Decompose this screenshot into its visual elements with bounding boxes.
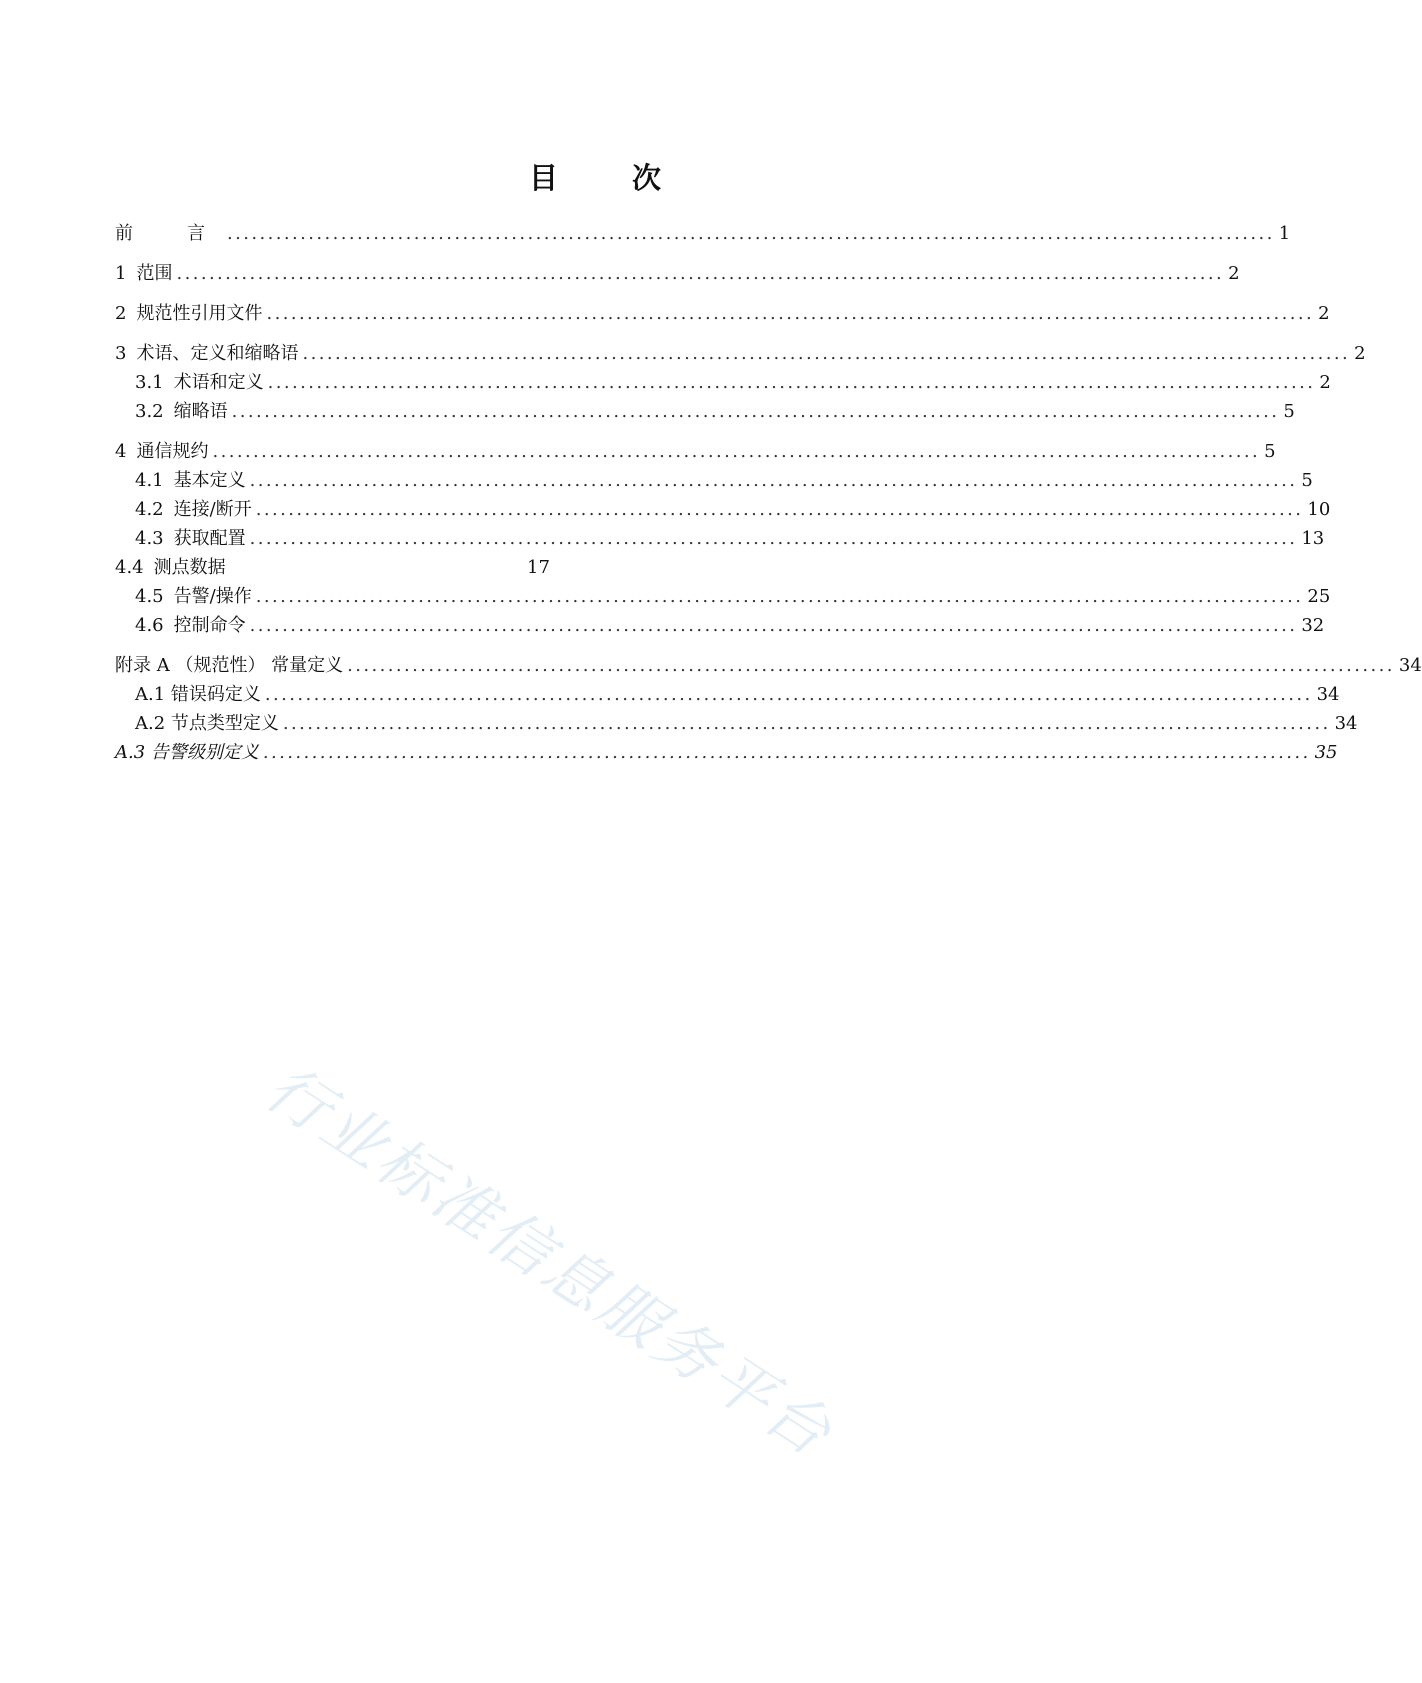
- toc-page-number: 2: [1318, 303, 1330, 324]
- toc-entry-4-1[interactable]: [135, 469, 1313, 493]
- toc-page-number: 2: [1354, 343, 1366, 364]
- toc-entry-text: 通信规约: [136, 441, 209, 462]
- toc-entry-label: [135, 498, 252, 522]
- toc-page-number: 2: [1228, 263, 1240, 284]
- toc-entry-3[interactable]: [115, 342, 1366, 366]
- toc-entry-number: 1: [115, 263, 127, 284]
- toc-entry-number: 4.6: [135, 615, 164, 636]
- toc-page-number: 5: [1301, 470, 1313, 491]
- toc-entry-label: [135, 469, 246, 493]
- toc-entry-label: A.3 告警级别定义: [115, 742, 259, 763]
- dot-leader: .................................................................................................................................: [255, 499, 1304, 520]
- toc-page-number: 13: [1301, 528, 1325, 549]
- toc-entry-2[interactable]: [115, 302, 1330, 326]
- toc-entry-label: 前 言: [115, 223, 223, 244]
- dot-leader: .................................................................................................................................: [231, 401, 1280, 422]
- toc-entry-label: [135, 400, 228, 424]
- toc-entry-label: [135, 371, 264, 395]
- toc-entry-4-4[interactable]: [115, 556, 1027, 580]
- toc-entry-number: 4.5: [135, 586, 164, 607]
- toc-entry-text: 范围: [136, 263, 173, 284]
- toc-entry-number: 3.1: [135, 372, 164, 393]
- toc-entry-4-6[interactable]: [135, 614, 1325, 638]
- toc-entry-number: 4.3: [135, 528, 164, 549]
- page-title: 目 次: [528, 161, 694, 195]
- toc-page-number: 5: [1283, 401, 1295, 422]
- toc-page-number: 34: [1334, 713, 1358, 734]
- toc-entry-1[interactable]: [115, 262, 1240, 286]
- dot-leader: .................................................................................................................................: [302, 343, 1351, 364]
- toc-entry-label: [115, 302, 262, 326]
- dot-leader: .................................................................................................................................: [264, 684, 1313, 705]
- toc-entry-text: 连接/断开: [173, 499, 252, 520]
- toc-entry-text: 基本定义: [173, 470, 246, 491]
- toc-entry-number: 4.2: [135, 499, 164, 520]
- toc-entry-3-1[interactable]: [135, 371, 1331, 395]
- dot-leader: .................................................................................................................................: [249, 470, 1298, 491]
- dot-leader: .................................................................................................................................: [262, 742, 1311, 763]
- toc-entry-a-3[interactable]: [115, 741, 1338, 765]
- toc-page-number: 34: [1316, 684, 1340, 705]
- toc-entry-number: 2: [115, 303, 127, 324]
- dot-leader: .................................................................................................................................: [212, 441, 1261, 462]
- toc-entry-label: [135, 585, 252, 609]
- toc-entry-label: [115, 342, 298, 366]
- toc-entry-number: 4.4: [115, 557, 144, 578]
- toc-entry-appendix-a[interactable]: [115, 654, 1422, 678]
- toc-entry-label: A.2 节点类型定义: [135, 713, 279, 734]
- toc-entry-label: [115, 556, 226, 580]
- dot-leader: .................................................................................................................................: [347, 655, 1395, 676]
- toc-entry-text: 获取配置: [173, 528, 246, 549]
- toc-entry-4-5[interactable]: [135, 585, 1331, 609]
- dot-leader: .................................................................................................................................: [282, 713, 1331, 734]
- dot-leader: .................................................................................................................................: [176, 263, 1225, 284]
- dot-leader: .................................................................................................................................: [266, 303, 1315, 324]
- dot-leader: .................................................................................................................................: [267, 372, 1316, 393]
- toc-entry-number: 4: [115, 441, 127, 462]
- toc-entry-label: 附录 A （规范性） 常量定义: [115, 655, 344, 676]
- toc-entry-text: 缩略语: [173, 401, 228, 422]
- dot-leader: .................................................................................................................................: [249, 528, 1298, 549]
- toc-page-number: 32: [1301, 615, 1325, 636]
- toc-entry-text: 术语、定义和缩略语: [136, 343, 299, 364]
- toc-page-number: 25: [1307, 586, 1331, 607]
- toc-page-number: 10: [1307, 499, 1331, 520]
- toc-entry-text: 测点数据: [153, 557, 226, 578]
- toc-entry-number: 3.2: [135, 401, 164, 422]
- toc-entry-number: 4.1: [135, 470, 164, 491]
- toc-entry-text: 告警/操作: [173, 586, 252, 607]
- dot-leader: .................................................................................................................................: [255, 586, 1304, 607]
- toc-entry-4-3[interactable]: [135, 527, 1325, 551]
- dot-leader: .................................................................................................................................: [227, 223, 1275, 244]
- dot-leader: .................................................................................................................................: [249, 615, 1298, 636]
- toc-page-number: 17: [527, 557, 550, 578]
- toc-entry-a-1[interactable]: [135, 683, 1340, 707]
- toc-entry-label: [115, 262, 172, 286]
- toc-entry-label: A.1 错误码定义: [135, 684, 261, 705]
- toc-entry-preface[interactable]: [115, 222, 1291, 246]
- toc-entry-4-2[interactable]: [135, 498, 1331, 522]
- toc-entry-label: [115, 440, 208, 464]
- toc-page-number: 34: [1398, 655, 1422, 676]
- toc-entry-text: 规范性引用文件: [136, 303, 263, 324]
- toc-entry-text: 控制命令: [173, 615, 246, 636]
- toc-entry-text: 术语和定义: [173, 372, 264, 393]
- toc-page-number: 5: [1264, 441, 1276, 462]
- watermark: 行业标准信息服务平台: [253, 1050, 847, 1472]
- toc-page-number: 2: [1319, 372, 1331, 393]
- toc-entry-label: [135, 614, 246, 638]
- toc-entry-a-2[interactable]: [135, 712, 1358, 736]
- toc-page-number: 1: [1278, 223, 1291, 244]
- toc-entry-number: 3: [115, 343, 127, 364]
- toc-entry-4[interactable]: [115, 440, 1276, 464]
- toc-entry-3-2[interactable]: [135, 400, 1295, 424]
- toc-entry-label: [135, 527, 246, 551]
- toc-page-number: 35: [1314, 742, 1338, 763]
